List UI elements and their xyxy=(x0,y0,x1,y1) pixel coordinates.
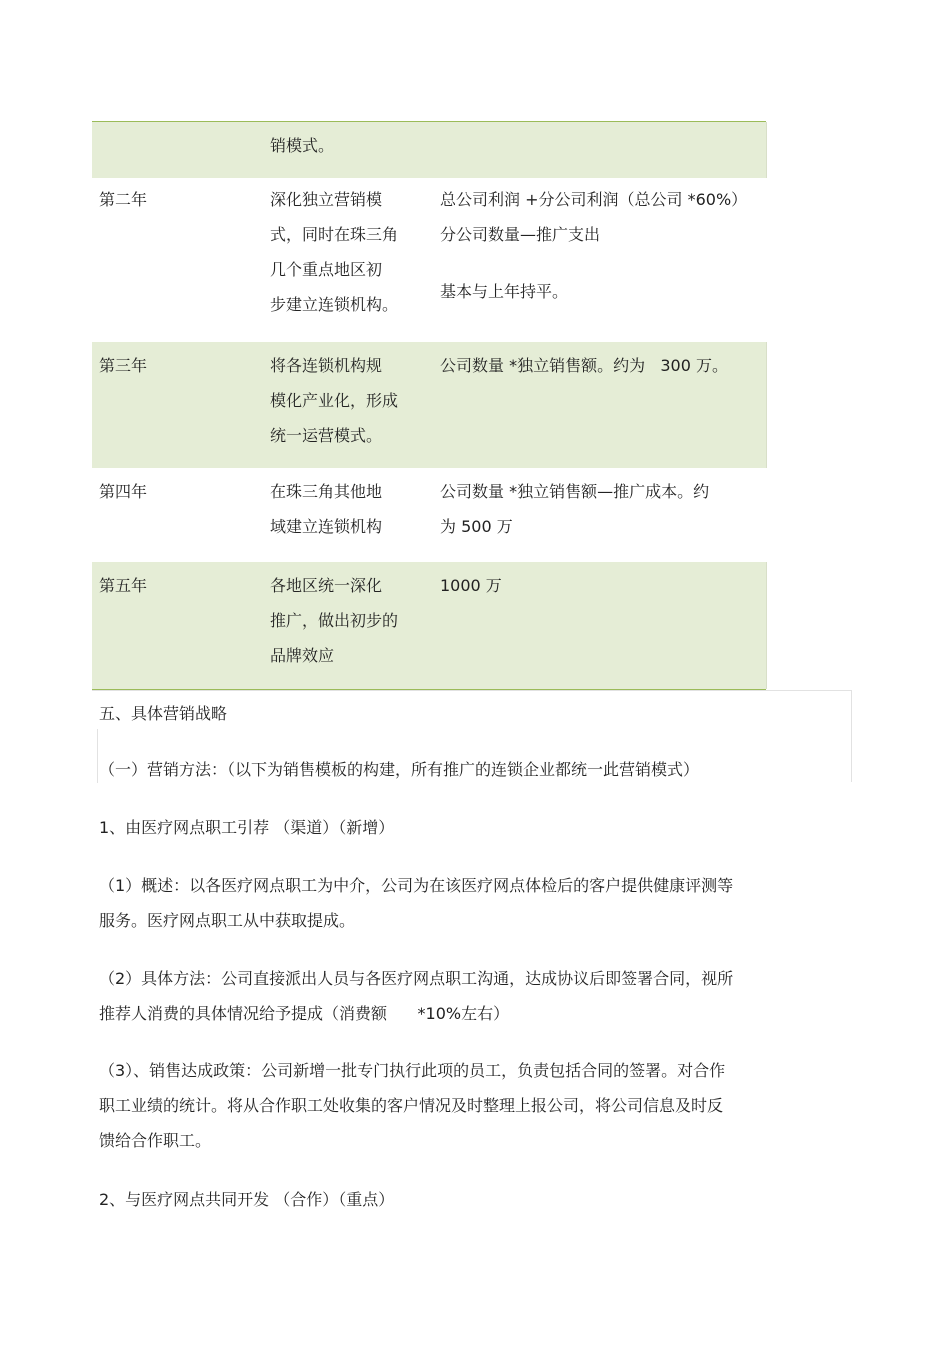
item-title: 2、与医疗网点共同开发 （合作）（重点） xyxy=(99,1190,395,1209)
target-line: 分公司数量—推广支出 xyxy=(440,225,601,244)
item-title: 1、由医疗网点职工引荐 （渠道）（新增） xyxy=(99,818,395,837)
strategy-line: 步建立连锁机构。 xyxy=(270,295,399,314)
paragraph-line: （3）、销售达成政策：公司新增一批专门执行此项的员工，负责包括合同的签署。对合作 xyxy=(99,1061,726,1080)
strategy-line: 在珠三角其他地 xyxy=(270,482,383,501)
strategy-cell xyxy=(270,562,440,689)
box-divider xyxy=(97,729,98,783)
table-row xyxy=(92,342,766,468)
target-cell xyxy=(440,562,766,689)
strategy-line: 模化产业化，形成 xyxy=(270,391,399,410)
strategy-cell xyxy=(270,342,440,468)
plan-table xyxy=(92,121,766,690)
strategy-line: 深化独立营销模 xyxy=(270,190,383,209)
table-row xyxy=(92,562,766,690)
strategy-line: 将各连锁机构规 xyxy=(270,356,383,375)
paragraph-overview xyxy=(99,868,814,938)
strategy-line: 域建立连锁机构 xyxy=(270,517,383,536)
year-cell: 第三年 xyxy=(99,356,148,375)
target-line: 公司数量 *独立销售额—推广成本。约 xyxy=(440,482,710,501)
year-cell: 第四年 xyxy=(99,482,148,501)
paragraph-line: （1）概述：以各医疗网点职工为中介，公司为在该医疗网点体检后的客户提供健康评测等 xyxy=(99,876,734,895)
strategy-line: 统一运营模式。 xyxy=(270,426,383,445)
table-row xyxy=(92,468,766,562)
strategy-cell xyxy=(270,178,440,342)
strategy-line: 式，同时在珠三角 xyxy=(270,225,399,244)
target-cell xyxy=(440,178,766,342)
table-row xyxy=(92,121,766,178)
target-line: 公司数量 *独立销售额。约为 300 万。 xyxy=(440,356,728,375)
year-cell: 第五年 xyxy=(99,576,148,595)
paragraph-line: 服务。医疗网点职工从中获取提成。 xyxy=(99,911,356,930)
table-row xyxy=(92,178,766,342)
strategy-line: 推广，做出初步的 xyxy=(270,611,399,630)
target-line: 基本与上年持平。 xyxy=(440,282,569,301)
strategy-cell xyxy=(270,468,440,562)
strategy-line: 各地区统一深化 xyxy=(270,576,383,595)
paragraph-line: 推荐人消费的具体情况给予提成（消费额 *10%左右） xyxy=(99,1004,510,1023)
section-subheading: （一）营销方法：（以下为销售模板的构建，所有推广的连锁企业都统一此营销模式） xyxy=(99,760,700,779)
year-cell: 第二年 xyxy=(99,190,148,209)
section-heading: 五、具体营销战略 xyxy=(99,704,228,723)
paragraph-method xyxy=(99,961,814,1031)
target-line: 1000 万 xyxy=(440,576,502,595)
strategy-line: 品牌效应 xyxy=(270,646,335,665)
strategy-line: 销模式。 xyxy=(270,136,335,155)
strategy-line: 几个重点地区初 xyxy=(270,260,383,279)
target-cell xyxy=(440,342,766,468)
paragraph-line: 职工业绩的统计。将从合作职工处收集的客户情况及时整理上报公司，将公司信息及时反 xyxy=(99,1096,724,1115)
paragraph-line: （2）具体方法：公司直接派出人员与各医疗网点职工沟通，达成协议后即签署合同，视所 xyxy=(99,969,734,988)
target-line: 总公司利润 +分公司利润（总公司 *60%） xyxy=(440,190,748,209)
paragraph-policy xyxy=(99,1053,814,1158)
target-cell xyxy=(440,122,766,178)
target-cell xyxy=(440,468,766,562)
year-cell xyxy=(92,122,270,178)
target-line: 为 500 万 xyxy=(440,517,513,536)
paragraph-line: 馈给合作职工。 xyxy=(99,1131,212,1150)
strategy-cell xyxy=(270,122,440,178)
